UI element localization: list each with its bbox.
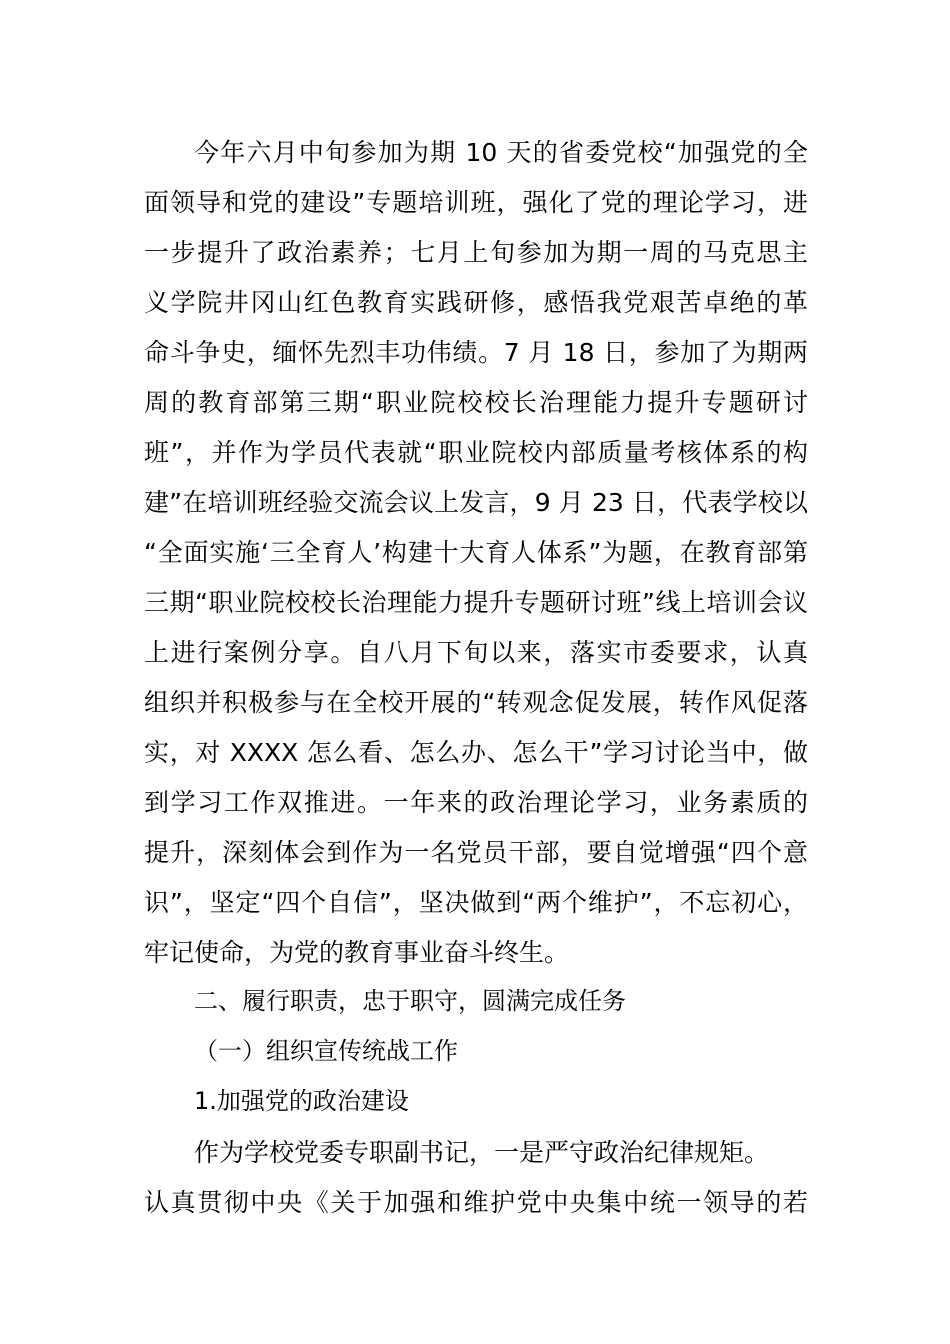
paragraph1-line-9: “全面实施‘三全育人’构建十大育人体系”为题，在教育部第 xyxy=(144,538,808,567)
paragraph2-line-2: 认真贯彻中央《关于加强和维护党中央集中统一领导的若 xyxy=(144,1188,808,1217)
paragraph1-line-6: 周的教育部第三期“职业院校校长治理能力提升专题研讨 xyxy=(144,388,808,417)
paragraph1-line-16: 识”，坚定“四个自信”，坚决做到“两个维护”，不忘初心， xyxy=(144,888,808,917)
subsection-heading: （一）组织宣传统战工作 xyxy=(194,1037,458,1065)
section-heading: 二、履行职责，忠于职守，圆满完成任务 xyxy=(194,987,626,1015)
paragraph1-line-10: 三期“职业院校校长治理能力提升专题研讨班”线上培训会议 xyxy=(144,588,808,617)
paragraph1-line-13: 实，对 XXXX 怎么看、怎么办、怎么干”学习讨论当中，做 xyxy=(144,738,808,767)
paragraph1-line-12: 组织并积极参与在全校开展的“转观念促发展，转作风促落 xyxy=(144,688,808,717)
paragraph1-line-2: 面领导和党的建设”专题培训班，强化了党的理论学习，进 xyxy=(144,188,808,217)
item-heading: 1.加强党的政治建设 xyxy=(194,1087,409,1115)
paragraph1-line-3: 一步提升了政治素养；七月上旬参加为期一周的马克思主 xyxy=(144,238,808,267)
paragraph1-line-5: 命斗争史，缅怀先烈丰功伟绩。7 月 18 日，参加了为期两 xyxy=(144,338,808,367)
paragraph1-line-11: 上进行案例分享。自八月下旬以来，落实市委要求，认真 xyxy=(144,638,808,667)
paragraph1-line-14: 到学习工作双推进。一年来的政治理论学习，业务素质的 xyxy=(144,788,808,817)
paragraph1-line-4: 义学院井冈山红色教育实践研修，感悟我党艰苦卓绝的革 xyxy=(144,288,808,317)
paragraph1-line-8: 建”在培训班经验交流会议上发言，9 月 23 日，代表学校以 xyxy=(144,488,808,517)
paragraph1-line-15: 提升，深刻体会到作为一名党员干部，要自觉增强“四个意 xyxy=(144,838,808,867)
paragraph2-line-1: 作为学校党委专职副书记，一是严守政治纪律规矩。 xyxy=(194,1138,770,1167)
paragraph1-line-17: 牢记使命，为党的教育事业奋斗终生。 xyxy=(144,938,570,967)
paragraph1-line-7: 班”，并作为学员代表就“职业院校内部质量考核体系的构 xyxy=(144,438,808,467)
paragraph1-line-1: 今年六月中旬参加为期 10 天的省委党校“加强党的全 xyxy=(194,138,808,167)
